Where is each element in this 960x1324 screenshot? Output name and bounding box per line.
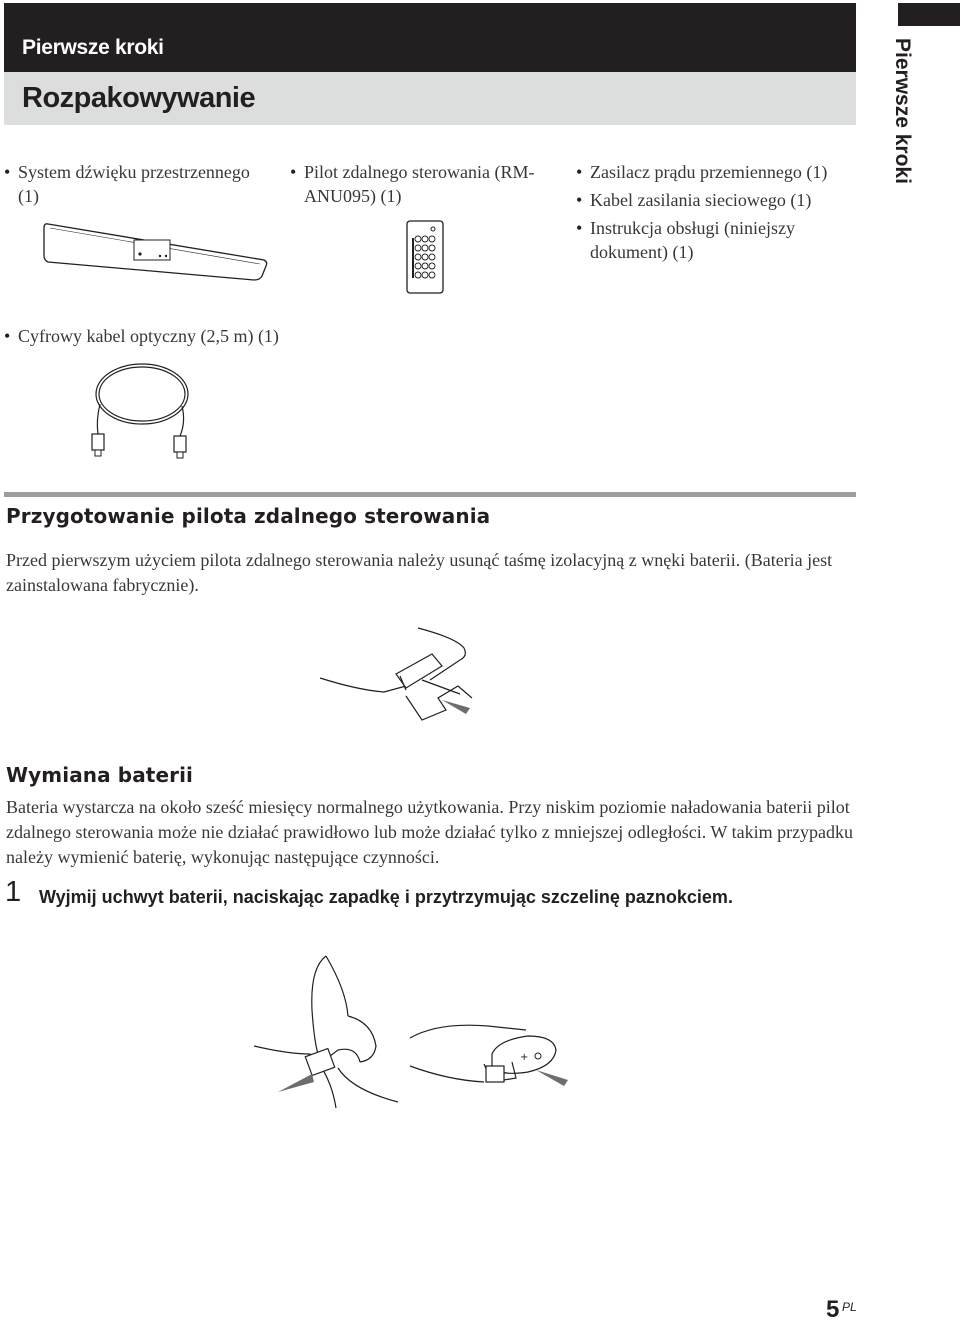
- page-language-suffix: PL: [842, 1300, 857, 1314]
- battery-removal-illustration-right: [408, 1020, 572, 1100]
- contents-column-1: [4, 160, 254, 212]
- battery-removal-illustration-left: [252, 950, 400, 1110]
- remote-control-icon: [404, 218, 446, 296]
- step-text: Wyjmij uchwyt baterii, naciskając zapadkę i przytrzymując szczelinę paznokciem.: [39, 887, 733, 907]
- optical-cable-illustration: [84, 360, 194, 460]
- insulation-tape-illustration: [318, 624, 478, 724]
- section-title-remote: Przygotowanie pilota zdalnego sterowania: [6, 504, 491, 528]
- page-number: 5: [826, 1296, 840, 1323]
- list-item: • Instrukcja obsługi (niniejszy dokument) (1): [576, 216, 876, 264]
- contents-cable: [4, 324, 504, 352]
- list-item: • System dźwięku przestrzennego (1): [4, 160, 254, 208]
- list-item: • Zasilacz prądu przemiennego (1): [576, 160, 876, 184]
- section-title-battery: Wymiana baterii: [6, 763, 193, 787]
- side-tab: [879, 38, 949, 190]
- side-tab-label: Pierwsze kroki: [891, 38, 914, 184]
- list-item: • Pilot zdalnego sterowania (RM-ANU095) (1): [290, 160, 550, 208]
- side-tab-marker: [898, 3, 960, 26]
- page-title: Rozpakowywanie: [22, 82, 256, 114]
- soundbar-illustration: [40, 218, 272, 290]
- contents-column-3: [576, 160, 876, 268]
- list-item: • Cyfrowy kabel optyczny (2,5 m) (1): [4, 324, 504, 348]
- section-body-battery: Bateria wystarcza na około sześć miesięcy normalnego użytkowania. Przy niskim poziomie naładowania baterii pilot zdalnego sterowania może nie działać prawidłowo lub może działać tylko z mniejszej odległości. W takim przypadku należy wymienić baterię, wykonując następujące czynności.: [6, 797, 854, 867]
- contents-column-2: [290, 160, 550, 212]
- section-body-remote: Przed pierwszym użyciem pilota zdalnego sterowania należy usunąć taśmę izolacyjną z wnęki baterii. (Bateria jest zainstalowana fabrycznie).: [6, 550, 833, 595]
- svg-text:+: +: [520, 1052, 529, 1063]
- section-divider: [4, 492, 856, 497]
- list-item: • Kabel zasilania sieciowego (1): [576, 188, 876, 212]
- step-number: 1: [5, 876, 22, 908]
- section-label: Pierwsze kroki: [22, 36, 164, 59]
